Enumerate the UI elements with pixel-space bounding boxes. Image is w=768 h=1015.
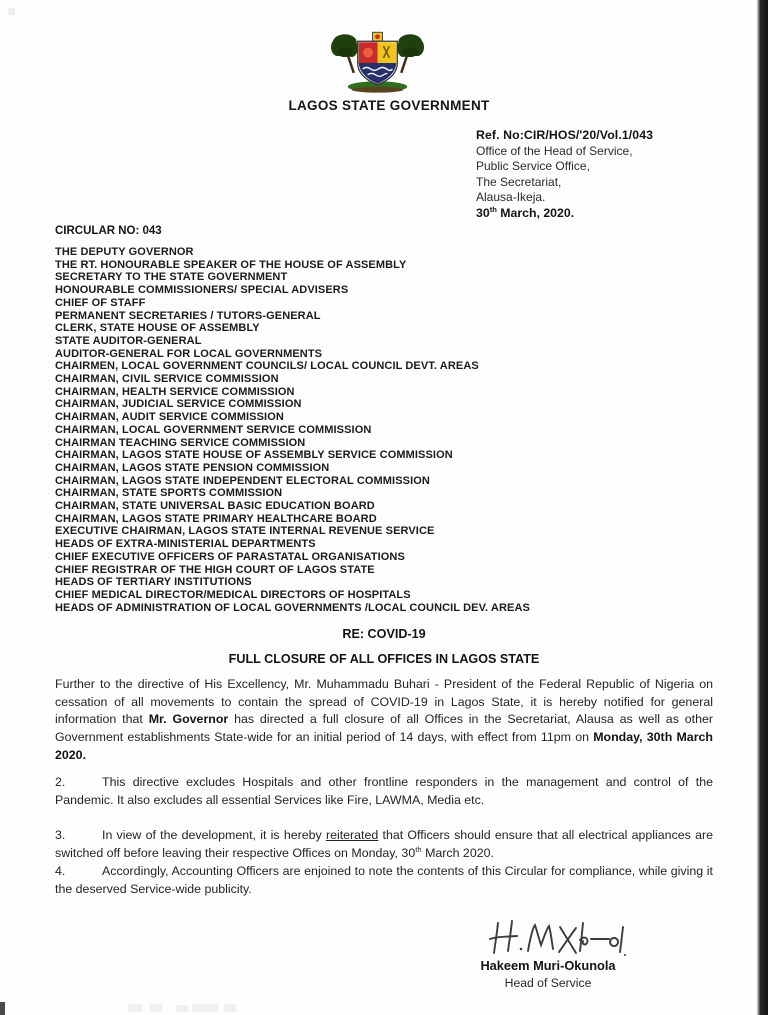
signatory-name: Hakeem Muri-Okunola [480, 958, 616, 973]
addressee-item: CHAIRMAN, LOCAL GOVERNMENT SERVICE COMMISSION [55, 423, 372, 436]
subject-re-line: RE: COVID-19 [342, 627, 426, 641]
addressee-item: HEADS OF TERTIARY INSTITUTIONS [55, 576, 252, 589]
scan-smudge [128, 1004, 142, 1012]
addressee-item: HEADS OF ADMINISTRATION OF LOCAL GOVERNMENTS /LOCAL COUNCIL DEV. AREAS [55, 601, 530, 614]
address-line: Office of the Head of Service, [476, 143, 633, 158]
addressee-item: CHAIRMAN, STATE SPORTS COMMISSION [55, 487, 283, 500]
addressee-item: CHIEF REGISTRAR OF THE HIGH COURT OF LAGOS STATE [55, 563, 375, 576]
ref-number: Ref. No:CIR/HOS/'20/Vol.1/043 [476, 128, 654, 142]
address-line: Public Service Office, [476, 159, 590, 173]
addressee-item: CHAIRMAN, STATE UNIVERSAL BASIC EDUCATION BOARD [55, 500, 375, 513]
addressee-item: CHAIRMEN, LOCAL GOVERNMENT COUNCILS/ LOCAL COUNCIL DEVT. AREAS [55, 360, 479, 373]
addressee-item: CHAIRMAN, CIVIL SERVICE COMMISSION [55, 373, 279, 386]
scan-smudge [224, 1004, 236, 1012]
address-line: The Secretariat, [476, 174, 562, 189]
addressee-item: CHAIRMAN, LAGOS STATE INDEPENDENT ELECTORAL COMMISSION [55, 474, 430, 487]
addressee-item: THE RT. HONOURABLE SPEAKER OF THE HOUSE OF ASSEMBLY [55, 258, 407, 271]
scan-edge-right [757, 0, 768, 1015]
ref-block [476, 128, 653, 221]
addressee-item: STATE AUDITOR-GENERAL [55, 334, 202, 347]
addressee-item: THE DEPUTY GOVERNOR [55, 246, 194, 258]
addressee-list [55, 246, 530, 614]
body-paragraph-1: Further to the directive of His Excellency, Mr. Muhammadu Buhari - President of the Federal Republic of Nigeria on cessation of all movements to contain the spread of COVID-19 in Lagos State, it is hereby notified for general information that Mr. Governor has directed a full closure of all Offices in the Secretariat, Alausa as well as other Government establishments State-wide for an initial period of 14 days, with effect from 11pm on Monday, 30th March 2020. [55, 677, 713, 762]
addressee-item: CHAIRMAN, LAGOS STATE PENSION COMMISSION [55, 461, 330, 474]
signature-handwriting [488, 915, 628, 960]
addressee-item: CHIEF OF STAFF [55, 296, 146, 309]
addressee-item: CHAIRMAN, AUDIT SERVICE COMMISSION [55, 411, 284, 424]
letter-date: 30th March, 2020. [476, 204, 575, 220]
addressee-item: EXECUTIVE CHAIRMAN, LAGOS STATE INTERNAL REVENUE SERVICE [55, 525, 435, 538]
coat-of-arms-icon [330, 27, 425, 95]
scan-speck [8, 8, 15, 15]
body-paragraph-3: 3. In view of the development, it is hereby reiterated that Officers should ensure that all electrical appliances are switched off before leaving their respective Offices on Monday, 30th March 2020. [55, 828, 713, 860]
address-line: Alausa-Ikeja. [476, 190, 546, 204]
addressee-item: AUDITOR-GENERAL FOR LOCAL GOVERNMENTS [55, 347, 323, 360]
office-address [476, 144, 653, 206]
addressee-item: SECRETARY TO THE STATE GOVERNMENT [55, 271, 288, 284]
scan-edge-corner [0, 1002, 5, 1015]
addressee-item: CLERK, STATE HOUSE OF ASSEMBLY [55, 322, 260, 335]
circular-number: CIRCULAR NO: 043 [55, 225, 162, 237]
scan-smudge [176, 1005, 188, 1012]
addressee-item: CHAIRMAN, JUDICIAL SERVICE COMMISSION [55, 398, 302, 411]
body-paragraph-2: 2. This directive excludes Hospitals and other frontline responders in the management and control of the Pandemic. It also excludes all essential Services like Fire, LAWMA, Media etc. [55, 775, 713, 807]
addressee-item: CHAIRMAN, HEALTH SERVICE COMMISSION [55, 385, 295, 398]
addressee-item: HONOURABLE COMMISSIONERS/ SPECIAL ADVISERS [55, 284, 349, 297]
body-paragraph-4: 4. Accordingly, Accounting Officers are enjoined to note the contents of this Circular for compliance, while giving it the deserved Service-wide publicity. [55, 864, 713, 896]
addressee-item: CHAIRMAN, LAGOS STATE HOUSE OF ASSEMBLY SERVICE COMMISSION [55, 449, 453, 462]
addressee-item: CHIEF MEDICAL DIRECTOR/MEDICAL DIRECTORS OF HOSPITALS [55, 588, 411, 601]
addressee-item: CHAIRMAN TEACHING SERVICE COMMISSION [55, 436, 306, 449]
subject-title: FULL CLOSURE OF ALL OFFICES IN LAGOS STATE [228, 652, 540, 666]
addressee-item: CHIEF EXECUTIVE OFFICERS OF PARASTATAL ORGANISATIONS [55, 550, 405, 563]
addressee-item: PERMANENT SECRETARIES / TUTORS-GENERAL [55, 309, 321, 322]
scan-smudge [150, 1004, 162, 1012]
org-name: LAGOS STATE GOVERNMENT [288, 98, 490, 113]
addressee-item: HEADS OF EXTRA-MINISTERIAL DEPARTMENTS [55, 538, 316, 551]
signatory-title: Head of Service [504, 976, 592, 990]
scan-smudge [192, 1004, 218, 1012]
addressee-item: CHAIRMAN, LAGOS STATE PRIMARY HEALTHCARE BOARD [55, 512, 377, 525]
